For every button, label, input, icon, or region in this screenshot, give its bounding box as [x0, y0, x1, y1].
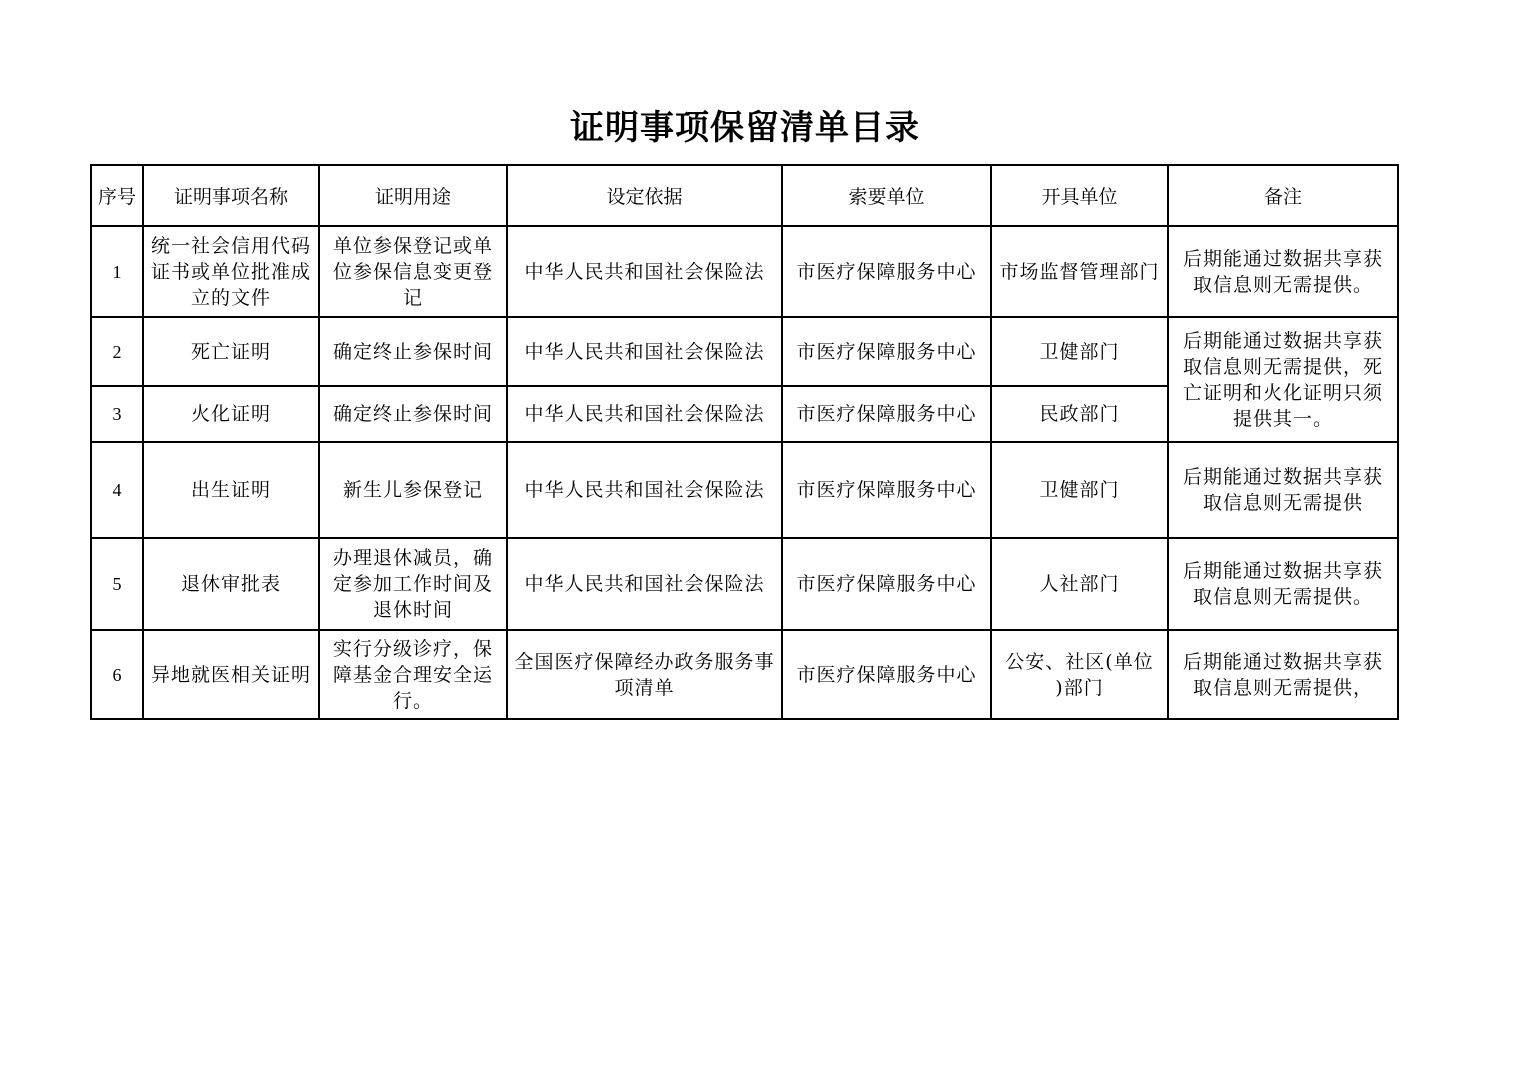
- proof-items-table: [90, 164, 1399, 720]
- table-row: [91, 317, 1398, 386]
- cell-remark: 后期能通过数据共享获取信息则无需提供，死亡证明和火化证明只须提供其一。: [1168, 317, 1398, 442]
- header-basis: 设定依据: [507, 165, 782, 226]
- header-remark: 备注: [1168, 165, 1398, 226]
- header-issuer: 开具单位: [991, 165, 1168, 226]
- header-requester: 索要单位: [782, 165, 991, 226]
- cell-name: 出生证明: [143, 442, 319, 538]
- cell-name: 死亡证明: [143, 317, 319, 386]
- cell-basis: 全国医疗保障经办政务服务事项清单: [507, 630, 782, 719]
- cell-issuer: 民政部门: [991, 386, 1168, 442]
- table-row: [91, 630, 1398, 719]
- table-row: [91, 226, 1398, 317]
- cell-seq: 6: [91, 630, 143, 719]
- table-header-row: [91, 165, 1398, 226]
- cell-seq: 1: [91, 226, 143, 317]
- cell-basis: 中华人民共和国社会保险法: [507, 226, 782, 317]
- cell-purpose: 实行分级诊疗，保障基金合理安全运行。: [319, 630, 507, 719]
- cell-basis: 中华人民共和国社会保险法: [507, 442, 782, 538]
- page-title: 证明事项保留清单目录: [570, 108, 920, 148]
- cell-seq: 4: [91, 442, 143, 538]
- cell-seq: 2: [91, 317, 143, 386]
- cell-remark: 后期能通过数据共享获取信息则无需提供: [1168, 442, 1398, 538]
- table-row: [91, 538, 1398, 630]
- cell-requester: 市医疗保障服务中心: [782, 630, 991, 719]
- cell-purpose: 新生儿参保登记: [319, 442, 507, 538]
- cell-remark: 后期能通过数据共享获取信息则无需提供。: [1168, 226, 1398, 317]
- cell-issuer: 公安、社区(单位 )部门: [991, 630, 1168, 719]
- cell-requester: 市医疗保障服务中心: [782, 538, 991, 630]
- table-row: [91, 442, 1398, 538]
- cell-seq: 3: [91, 386, 143, 442]
- header-name: 证明事项名称: [143, 165, 319, 226]
- cell-remark: 后期能通过数据共享获取信息则无需提供。: [1168, 538, 1398, 630]
- cell-seq: 5: [91, 538, 143, 630]
- cell-issuer: 卫健部门: [991, 442, 1168, 538]
- header-purpose: 证明用途: [319, 165, 507, 226]
- cell-name: 统一社会信用代码证书或单位批准成立的文件: [143, 226, 319, 317]
- cell-purpose: 确定终止参保时间: [319, 317, 507, 386]
- cell-issuer: 卫健部门: [991, 317, 1168, 386]
- cell-basis: 中华人民共和国社会保险法: [507, 317, 782, 386]
- cell-issuer: 人社部门: [991, 538, 1168, 630]
- cell-purpose: 单位参保登记或单位参保信息变更登记: [319, 226, 507, 317]
- cell-name: 异地就医相关证明: [143, 630, 319, 719]
- cell-requester: 市医疗保障服务中心: [782, 226, 991, 317]
- cell-issuer: 市场监督管理部门: [991, 226, 1168, 317]
- cell-name: 退休审批表: [143, 538, 319, 630]
- header-seq: 序号: [91, 165, 143, 226]
- cell-basis: 中华人民共和国社会保险法: [507, 538, 782, 630]
- cell-purpose: 办理退休减员，确定参加工作时间及退休时间: [319, 538, 507, 630]
- cell-requester: 市医疗保障服务中心: [782, 386, 991, 442]
- cell-requester: 市医疗保障服务中心: [782, 442, 991, 538]
- cell-remark: 后期能通过数据共享获取信息则无需提供，: [1168, 630, 1398, 719]
- cell-purpose: 确定终止参保时间: [319, 386, 507, 442]
- cell-basis: 中华人民共和国社会保险法: [507, 386, 782, 442]
- cell-requester: 市医疗保障服务中心: [782, 317, 991, 386]
- cell-name: 火化证明: [143, 386, 319, 442]
